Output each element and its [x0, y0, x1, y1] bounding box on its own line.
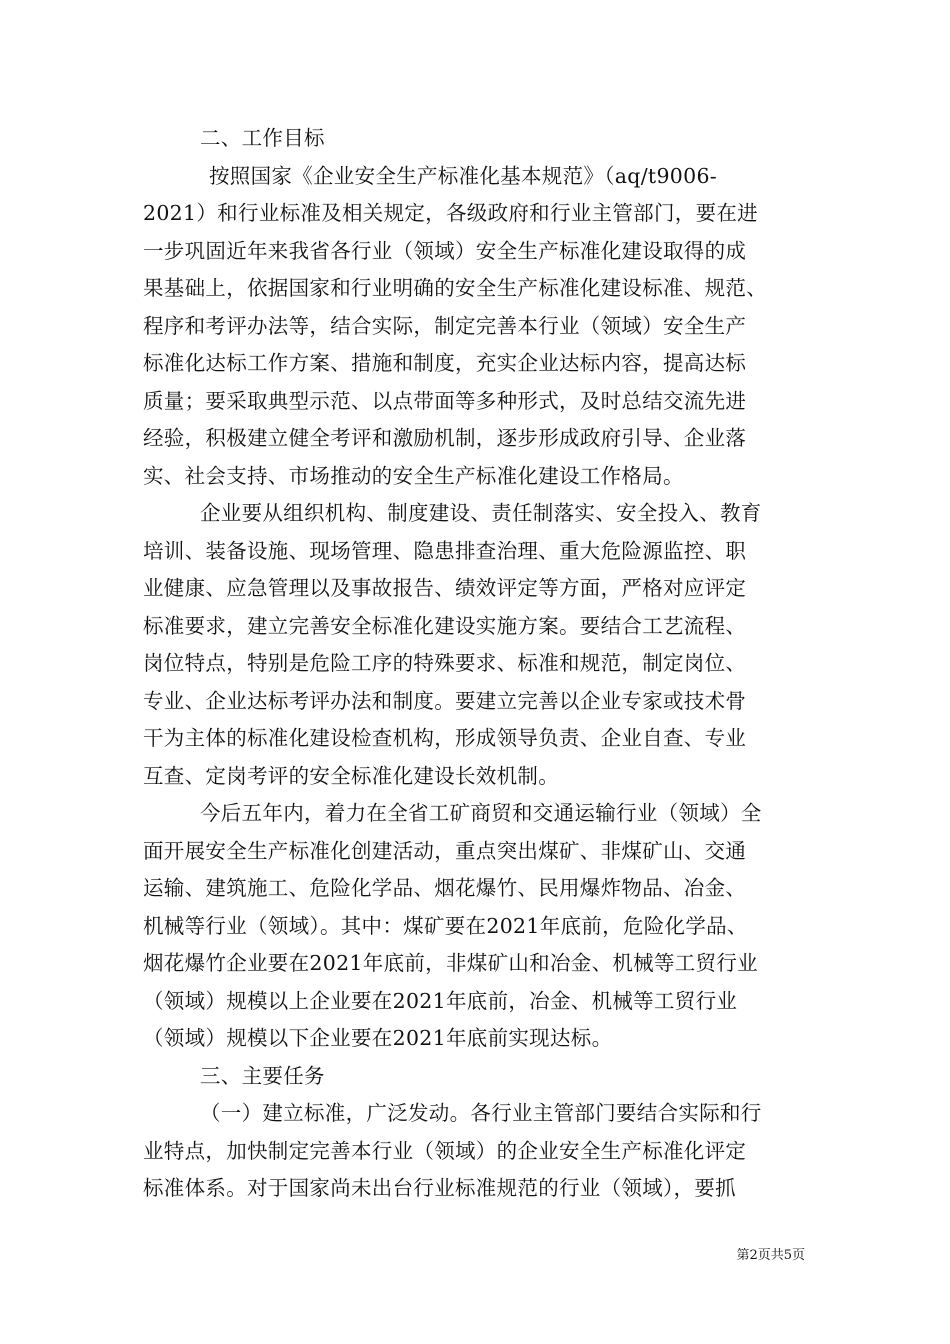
paragraph-line: 实、社会支持、市场推动的安全生产标准化建设工作格局。: [143, 463, 684, 488]
paragraph-line: 一步巩固近年来我省各行业（领域）安全生产标准化建设取得的成: [143, 238, 747, 263]
paragraph-line: 互查、定岗考评的安全标准化建设长效机制。: [143, 763, 559, 788]
paragraph-line: 业健康、应急管理以及事故报告、绩效评定等方面，严格对应评定: [143, 576, 747, 600]
paragraph-line: 培训、装备设施、现场管理、隐患排查治理、重大危险源监控、职: [143, 538, 747, 563]
paragraph-line: 业特点，加快制定完善本行业（领域）的企业安全生产标准化评定: [143, 1138, 747, 1163]
paragraph-line: 标准化达标工作方案、措施和制度，充实企业达标内容，提高达标: [143, 351, 747, 375]
paragraph-line: 程序和考评办法等，结合实际，制定完善本行业（领域）安全生产: [143, 313, 747, 338]
page-number: 第2页共5页: [736, 1248, 805, 1263]
paragraph-line: 岗位特点，特别是危险工序的特殊要求、标准和规范，制定岗位、: [143, 651, 747, 675]
paragraph-line: （领域）规模以下企业要在2021年底前实现达标。: [143, 1026, 613, 1050]
paragraph-line: 干为主体的标准化建设检查机构，形成领导负责、企业自查、专业: [143, 726, 747, 750]
paragraph-line: 企业要从组织机构、制度建设、责任制落实、安全投入、教育: [200, 501, 762, 525]
paragraph-line: 经验，积极建立健全考评和激励机制，逐步形成政府引导、企业落: [143, 426, 747, 450]
paragraph-line: 标准体系。对于国家尚未出台行业标准规范的行业（领域），要抓: [143, 1176, 736, 1200]
paragraph-line: （一）建立标准，广泛发动。各行业主管部门要结合实际和行: [200, 1101, 762, 1125]
paragraph-line: 专业、企业达标考评办法和制度。要建立完善以企业专家或技术骨: [143, 688, 747, 713]
document-body: [143, 120, 813, 1208]
paragraph-line: 面开展安全生产标准化创建活动，重点突出煤矿、非煤矿山、交通: [143, 838, 747, 863]
paragraph-line: 机械等行业（领域）。其中：煤矿要在2021年底前，危险化学品、: [143, 913, 748, 938]
section-heading-goals: 二、工作目标: [200, 126, 325, 150]
paragraph-line: 标准要求，建立完善安全标准化建设实施方案。要结合工艺流程、: [143, 613, 747, 638]
section-heading-tasks: 三、主要任务: [200, 1063, 325, 1088]
paragraph-line: 按照国家《企业安全生产标准化基本规范》（aq/t9006-: [209, 163, 718, 188]
paragraph-line: 果基础上，依据国家和行业明确的安全生产标准化建设标准、规范、: [143, 276, 767, 300]
paragraph-line: 今后五年内，着力在全省工矿商贸和交通运输行业（领域）全: [200, 801, 762, 825]
paragraph-line: 质量；要采取典型示范、以点带面等多种形式，及时总结交流先进: [143, 388, 747, 413]
paragraph-line: （领域）规模以上企业要在2021年底前，冶金、机械等工贸行业: [143, 988, 738, 1013]
paragraph-line: 运输、建筑施工、危险化学品、烟花爆竹、民用爆炸物品、冶金、: [143, 876, 747, 900]
paragraph-line: 烟花爆竹企业要在2021年底前，非煤矿山和冶金、机械等工贸行业: [143, 951, 758, 975]
paragraph-line: 2021）和行业标准及相关规定，各级政府和行业主管部门，要在进: [143, 201, 758, 225]
